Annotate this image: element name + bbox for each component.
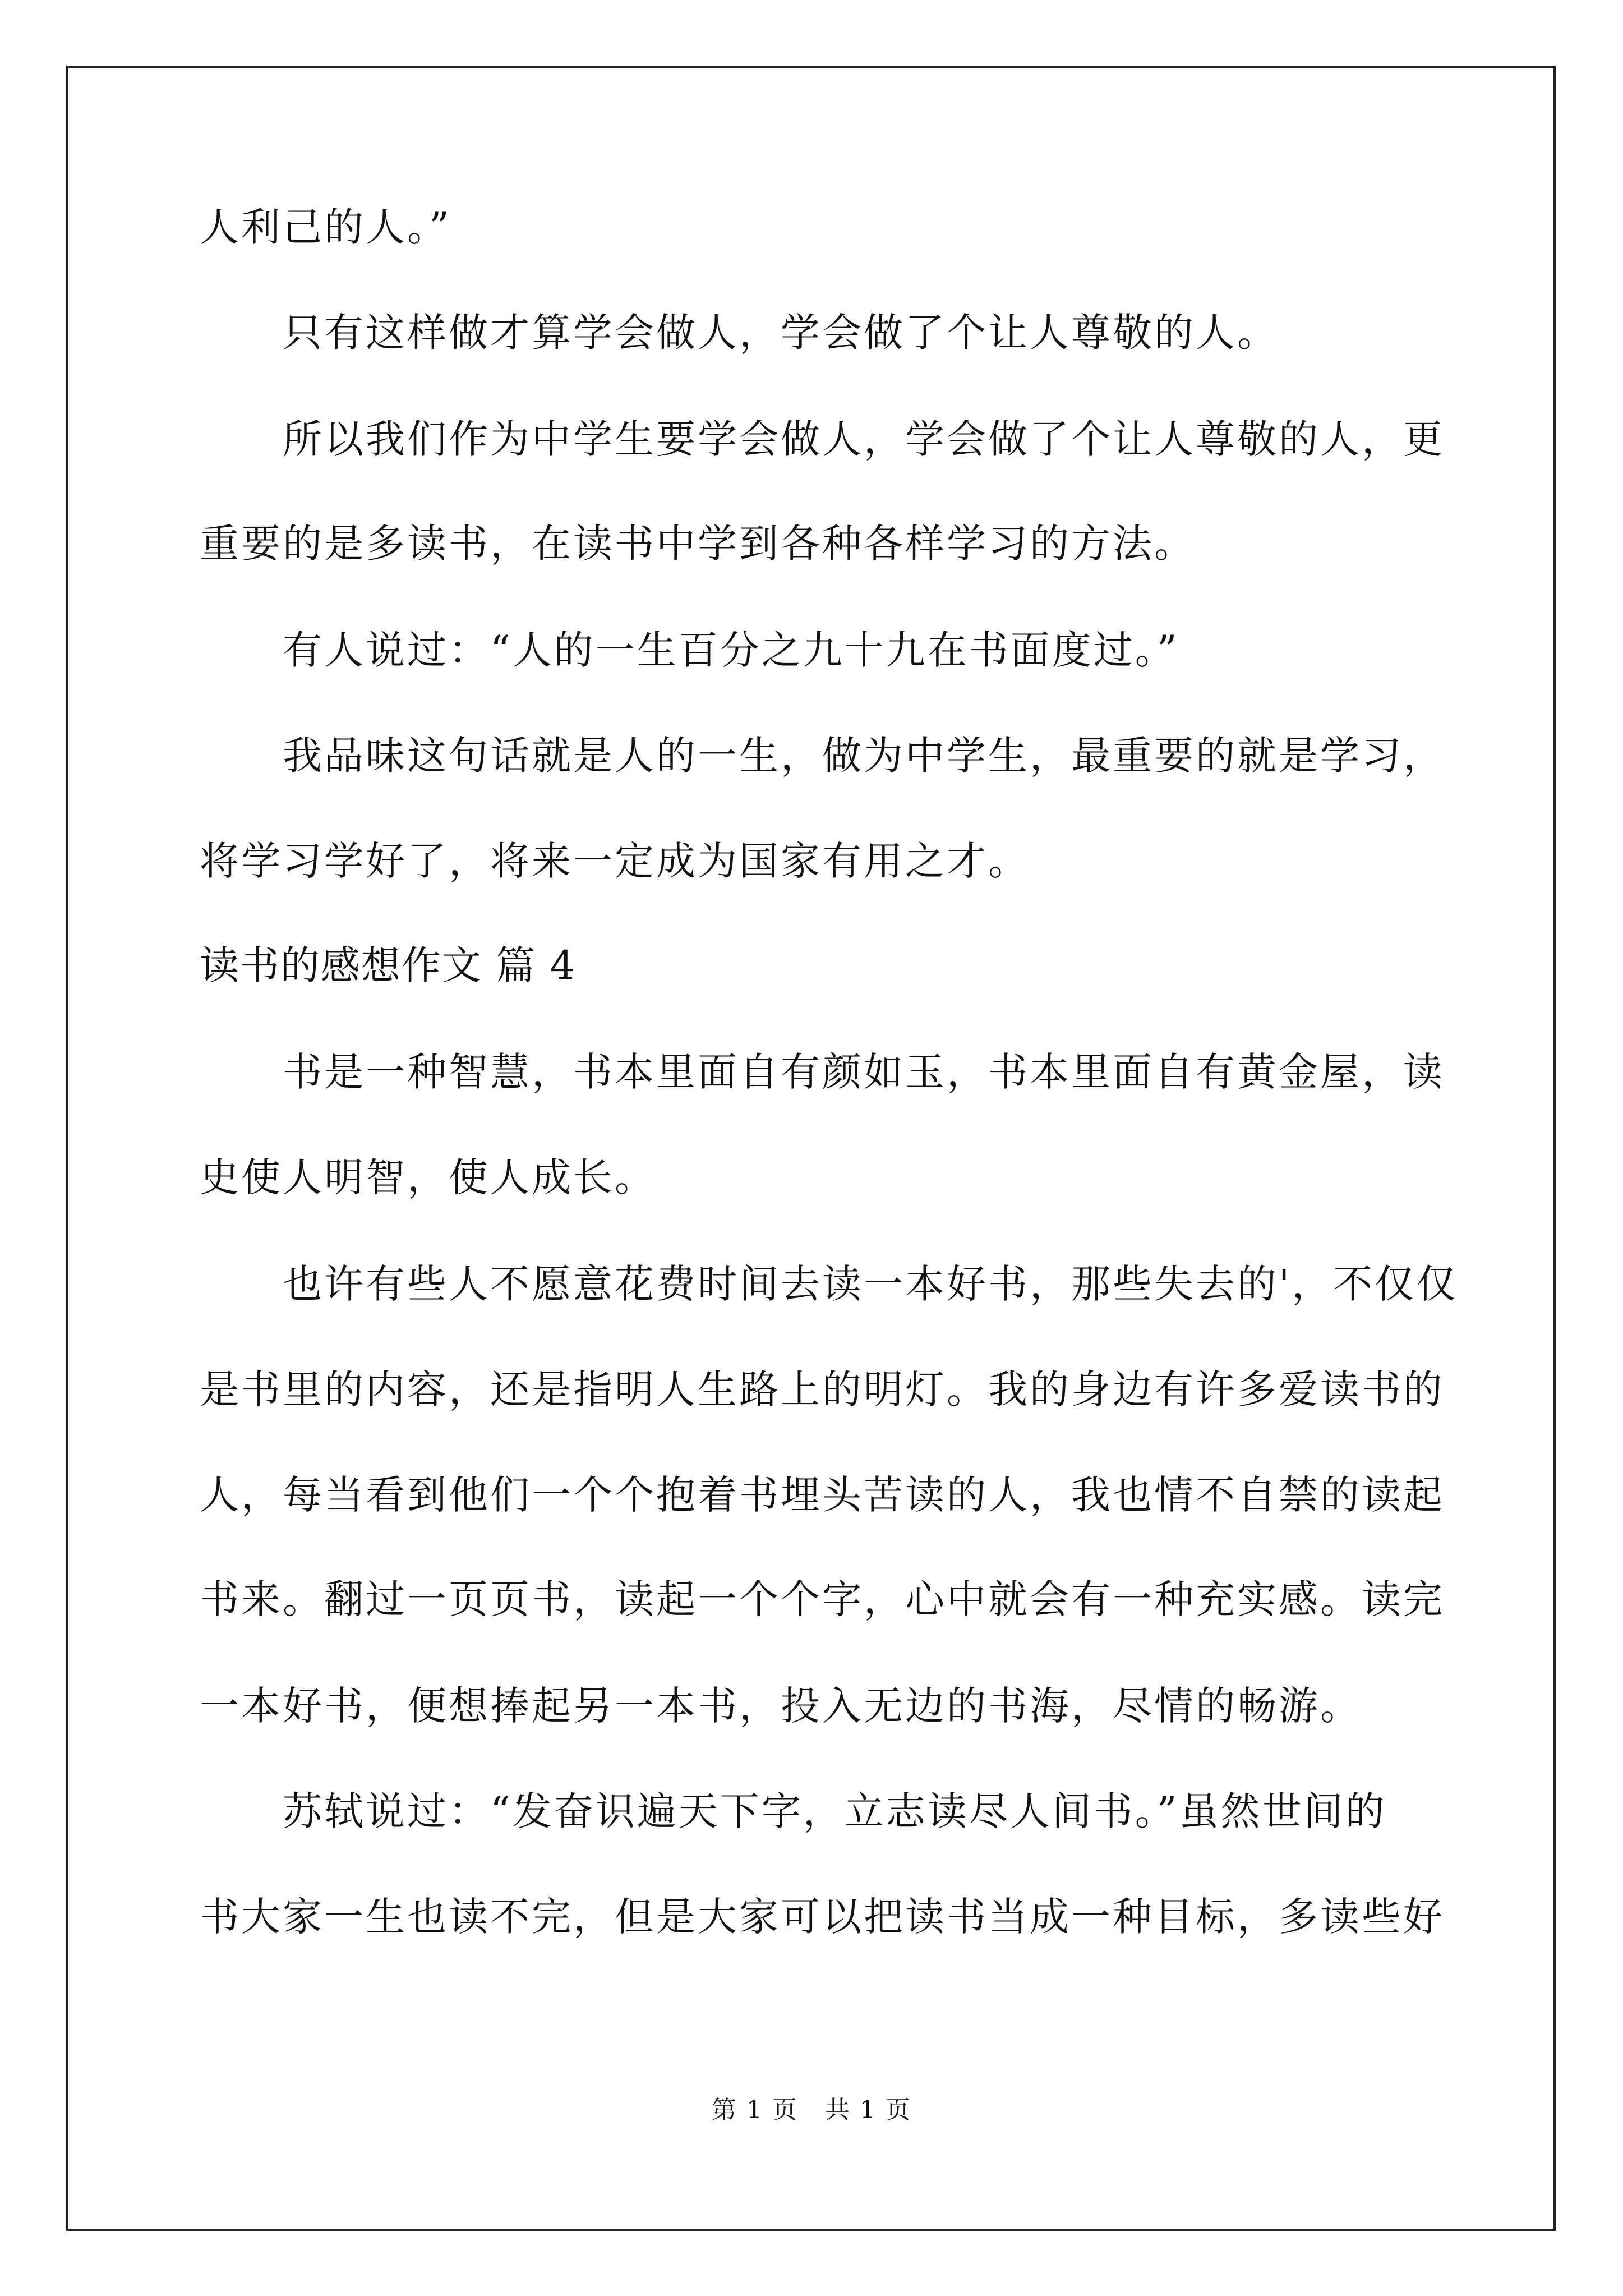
text-line: 是书里的内容，还是指明人生路上的明灯。我的身边有许多爱读书的 bbox=[200, 1366, 1445, 1412]
text-line: 也许有些人不愿意花费时间去读一本好书，那些失去的'，不仅仅 bbox=[283, 1261, 1458, 1307]
text-line: 书大家一生也读不完，但是大家可以把读书当成一种目标，多读些好 bbox=[200, 1894, 1445, 1940]
text-line: 我品味这句话就是人的一生，做为中学生，最重要的就是学习， bbox=[283, 733, 1445, 779]
text-line: 书来。翻过一页页书，读起一个个字，心中就会有一种充实感。读完 bbox=[200, 1576, 1445, 1622]
text-line: 所以我们作为中学生要学会做人，学会做了个让人尊敬的人，更 bbox=[283, 416, 1445, 462]
text-line: 人利己的人。” bbox=[200, 204, 451, 250]
page-number-footer: 第 1 页 共 1 页 bbox=[712, 2096, 911, 2124]
section-heading: 读书的感想作文 篇 4 bbox=[200, 942, 577, 988]
text-line: 史使人明智，使人成长。 bbox=[200, 1154, 656, 1200]
text-line: 有人说过：“人的一生百分之九十九在书面度过。” bbox=[283, 627, 1179, 673]
text-line: 只有这样做才算学会做人，学会做了个让人尊敬的人。 bbox=[283, 310, 1279, 356]
text-line: 重要的是多读书，在读书中学到各种各样学习的方法。 bbox=[200, 521, 1196, 567]
text-line: 书是一种智慧，书本里面自有颜如玉，书本里面自有黄金屋，读 bbox=[283, 1049, 1445, 1095]
text-line: 将学习学好了，将来一定成为国家有用之才。 bbox=[200, 838, 1030, 884]
text-line: 一本好书，便想捧起另一本书，投入无边的书海，尽情的畅游。 bbox=[200, 1683, 1362, 1729]
text-line: 苏轼说过：“发奋识遍天下字，立志读尽人间书。”虽然世间的 bbox=[283, 1788, 1387, 1834]
text-line: 人，每当看到他们一个个抱着书埋头苦读的人，我也情不自禁的读起 bbox=[200, 1472, 1445, 1518]
